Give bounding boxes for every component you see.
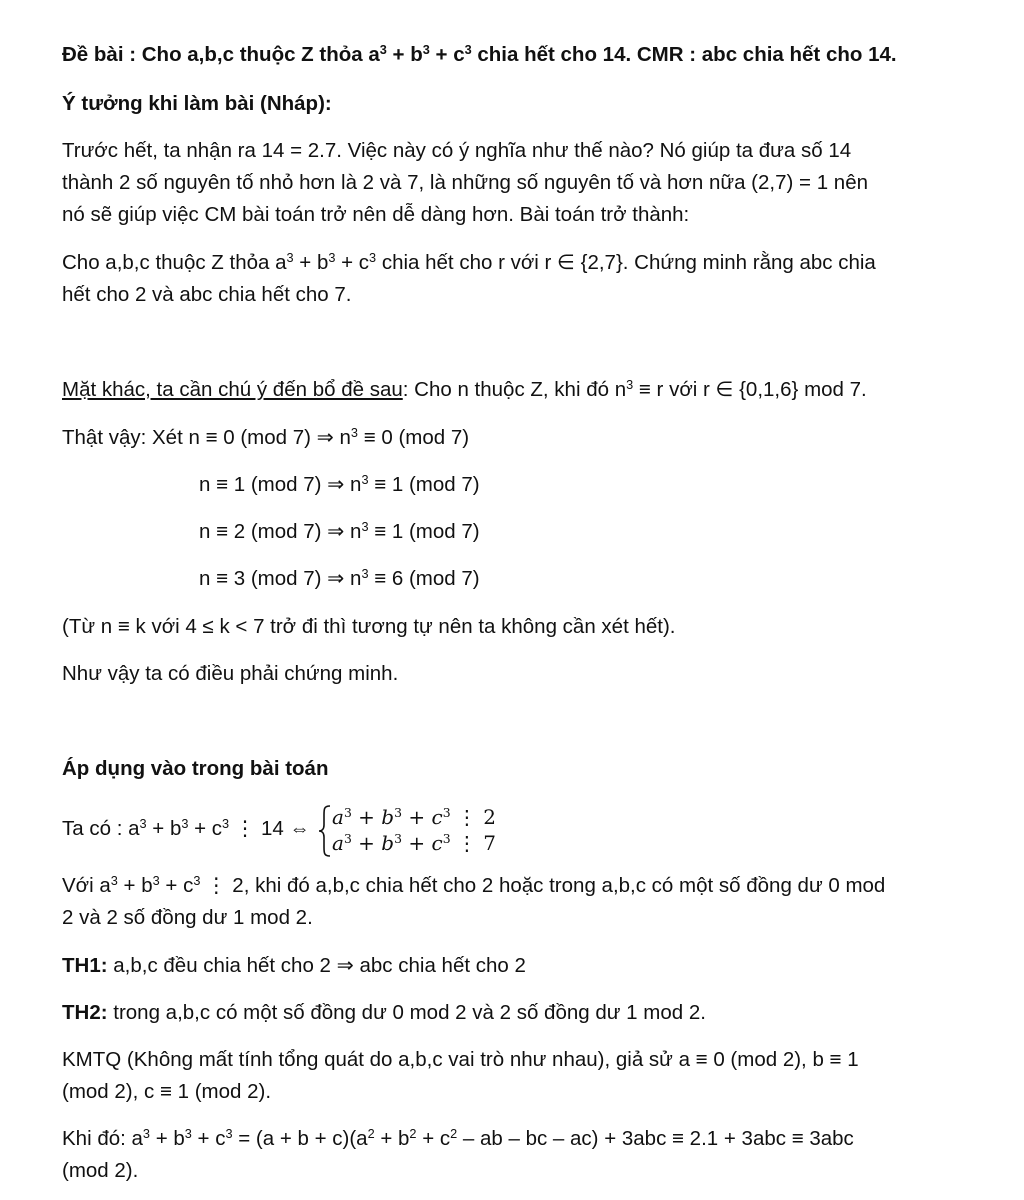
exponent: 3 <box>394 805 402 821</box>
case-line <box>199 566 480 590</box>
text: ⋮ 7 <box>450 831 497 855</box>
exponent: 3 <box>286 250 294 266</box>
text: + b <box>386 43 423 66</box>
text: + b <box>351 831 395 855</box>
text: chia hết cho 14. CMR : abc chia hết cho 14. <box>471 43 897 66</box>
exponent: 3 <box>379 42 387 58</box>
exponent: 3 <box>361 472 369 488</box>
paragraph-line: Trước hết, ta nhận ra 14 = 2.7. Việc này có ý nghĩa như thế nào? Nó giúp ta đưa số 14 <box>62 139 852 162</box>
text: – ab – bc – ac) + 3abc ≡ 2.1 + 3abc ≡ 3abc <box>457 1127 854 1150</box>
paragraph-line: Như vậy ta có điều phải chứng minh. <box>62 662 399 685</box>
exponent: 3 <box>394 831 402 847</box>
text: + c <box>191 1127 226 1150</box>
text: Thật vậy: Xét n ≡ 0 (mod 7) ⇒ n <box>62 426 351 449</box>
exponent: 2 <box>409 1126 417 1142</box>
problem-statement <box>62 42 897 66</box>
case-label: TH1: <box>62 954 108 977</box>
exponent: 3 <box>361 519 369 535</box>
paragraph-line: thành 2 số nguyên tố nhỏ hơn là 2 và 7, là những số nguyên tố và hơn nữa (2,7) = 1 nên <box>62 171 868 194</box>
idea-heading: Ý tưởng khi làm bài (Nháp): <box>62 92 332 115</box>
text: Khi đó: a <box>62 1127 143 1150</box>
paragraph-line: (mod 2), c ≡ 1 (mod 2). <box>62 1080 272 1103</box>
exponent: 3 <box>193 873 201 889</box>
exponent: 3 <box>328 250 336 266</box>
text: a <box>332 805 344 829</box>
exponent: 2 <box>450 1126 458 1142</box>
exponent: 3 <box>350 425 358 441</box>
text: : Cho n thuộc Z, khi đó n <box>402 378 627 401</box>
exponent: 3 <box>464 42 472 58</box>
exponent: 3 <box>110 873 118 889</box>
text: ⋮ 2 <box>450 805 497 829</box>
exponent: 3 <box>626 377 634 393</box>
text: Ta có : a <box>62 817 140 840</box>
text: + b <box>146 817 182 840</box>
paragraph-line <box>62 873 886 897</box>
text: ⋮ 2, khi đó a,b,c chia hết cho 2 hoặc trong a,b,c có một số đồng dư 0 mod <box>200 874 886 897</box>
text: ≡ 1 (mod 7) <box>368 520 480 543</box>
system-equation-2 <box>332 833 496 853</box>
lemma-line <box>62 377 867 401</box>
text: + c <box>429 43 465 66</box>
paragraph-line: KMTQ (Không mất tính tổng quát do a,b,c vai trò như nhau), giả sử a ≡ 0 (mod 2), b ≡ 1 <box>62 1048 859 1071</box>
case-label: TH2: <box>62 1001 108 1024</box>
text: + c <box>402 805 443 829</box>
text: Đề bài : Cho a,b,c thuộc Z thỏa a <box>62 43 380 66</box>
text: ≡ 6 (mod 7) <box>368 567 480 590</box>
text: n ≡ 3 (mod 7) ⇒ n <box>199 567 362 590</box>
system-equation-1 <box>332 807 496 827</box>
text: n ≡ 2 (mod 7) ⇒ n <box>199 520 362 543</box>
text: + c <box>188 817 223 840</box>
case-line <box>199 519 480 543</box>
text: trong a,b,c có một số đồng dư 0 mod 2 và 2 số đồng dư 1 mod 2. <box>107 1001 706 1024</box>
text: + b <box>117 874 153 897</box>
exponent: 3 <box>142 1126 150 1142</box>
paragraph-line: 2 và 2 số đồng dư 1 mod 2. <box>62 906 313 929</box>
text: chia hết cho r với r ∈ {2,7}. Chứng minh rằng abc chia <box>376 251 876 274</box>
exponent: 3 <box>422 42 430 58</box>
text: Với a <box>62 874 111 897</box>
text: + b <box>293 251 329 274</box>
paragraph-line <box>62 1126 854 1150</box>
text: + c <box>402 831 443 855</box>
text: Cho a,b,c thuộc Z thỏa a <box>62 251 287 274</box>
paragraph-line: nó sẽ giúp việc CM bài toán trở nên dễ dàng hơn. Bài toán trở thành: <box>62 203 690 226</box>
case-th1 <box>62 956 526 977</box>
text: a,b,c đều chia hết cho 2 ⇒ abc chia hết cho 2 <box>107 954 526 977</box>
text: = (a + b + c)(a <box>232 1127 368 1150</box>
case-line <box>199 472 480 496</box>
text: + c <box>159 874 194 897</box>
text: ≡ 1 (mod 7) <box>368 473 480 496</box>
exponent: 3 <box>181 816 189 832</box>
text: ⋮ 14 ⇔ <box>229 817 311 840</box>
text: + b <box>374 1127 410 1150</box>
text: + b <box>150 1127 185 1150</box>
text: + c <box>335 251 370 274</box>
exponent: 3 <box>139 816 147 832</box>
system-brace-icon <box>318 805 332 857</box>
paragraph-line: (mod 2). <box>62 1159 139 1182</box>
paragraph-line: (Từ n ≡ k với 4 ≤ k < 7 trở đi thì tương tự nên ta không cần xét hết). <box>62 615 676 638</box>
exponent: 3 <box>361 566 369 582</box>
text: ≡ r với r ∈ {0,1,6} mod 7. <box>633 378 867 401</box>
exponent: 3 <box>152 873 160 889</box>
paragraph-line <box>62 250 876 274</box>
exponent: 3 <box>222 816 230 832</box>
case-th2 <box>62 1003 706 1024</box>
paragraph-line: hết cho 2 và abc chia hết cho 7. <box>62 283 352 306</box>
exponent: 3 <box>343 805 352 821</box>
exponent: 2 <box>367 1126 375 1142</box>
exponent: 3 <box>442 831 451 847</box>
text: + b <box>351 805 395 829</box>
exponent: 3 <box>225 1126 233 1142</box>
exponent: 3 <box>343 831 352 847</box>
application-heading: Áp dụng vào trong bài toán <box>62 757 329 780</box>
text: + c <box>416 1127 451 1150</box>
lemma-label: Mặt khác, ta cần chú ý đến bổ đề sau <box>62 378 403 401</box>
exponent: 3 <box>369 250 377 266</box>
text: a <box>332 831 344 855</box>
exponent: 3 <box>184 1126 192 1142</box>
equivalence-line <box>62 816 311 840</box>
text: ≡ 0 (mod 7) <box>358 426 470 449</box>
exponent: 3 <box>442 805 451 821</box>
text: n ≡ 1 (mod 7) ⇒ n <box>199 473 362 496</box>
case-line <box>62 425 470 449</box>
